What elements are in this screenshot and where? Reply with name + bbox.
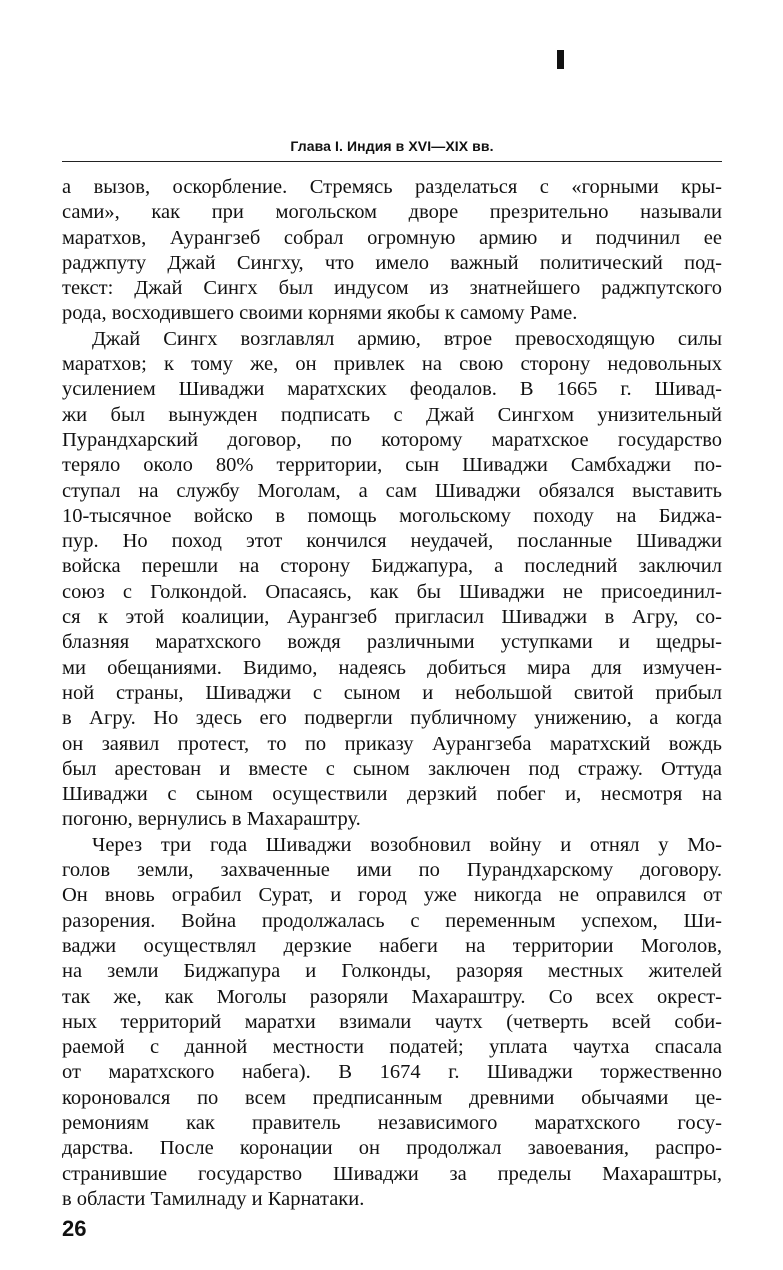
text-line: текст: Джай Сингх был индусом из знатнейшего раджпутского	[62, 277, 722, 300]
text-line: пур. Но поход этот кончился неудачей, посланные Шиваджи	[62, 530, 722, 553]
text-line: на земли Биджапура и Голконды, разоряя местных жителей	[62, 960, 722, 983]
text-line: ремониям как правитель независимого маратхского госу-	[62, 1111, 722, 1134]
body-text	[62, 175, 722, 1212]
header-rule	[62, 161, 722, 162]
text-line: в Агру. Но здесь его подвергли публичному унижению, а когда	[62, 707, 722, 730]
page-number: 26	[62, 1216, 87, 1241]
text-line: короновался по всем предписанным древними обычаями це-	[62, 1086, 722, 1109]
text-line: теряло около 80% территории, сын Шиваджи Самбхаджи по-	[62, 454, 722, 477]
text-line: погоню, вернулись в Махараштру.	[62, 808, 361, 831]
text-line: голов земли, захваченные ими по Пурандхарскому договору.	[62, 859, 722, 882]
text-line: ступал на службу Моголам, а сам Шиваджи обязался выставить	[62, 479, 722, 502]
text-line: Он вновь ограбил Сурат, и город уже никогда не оправился от	[62, 884, 722, 907]
text-line: был арестован и вместе с сыном заключен под стражу. Оттуда	[62, 757, 722, 780]
text-line: блазняя маратхского вождя различными уступками и щедры-	[62, 631, 722, 654]
text-line: а вызов, оскорбление. Стремясь разделаться с «горными кры-	[62, 176, 722, 198]
text-line: ных территорий маратхи взимали чаутх (четверть всей соби-	[62, 1010, 722, 1033]
text-line: маратхов; к тому же, он привлек на свою сторону недовольных	[62, 353, 722, 376]
text-line: дарства. После коронации он продолжал завоевания, распро-	[62, 1137, 722, 1160]
text-line: Шиваджи с сыном осуществили дерзкий побег и, несмотря на	[62, 783, 722, 806]
text-line: рода, восходившего своими корнями якобы к самому Раме.	[62, 302, 578, 325]
running-header: Глава I. Индия в XVI—XIX вв.	[290, 138, 494, 154]
text-line: ми обещаниями. Видимо, надеясь добиться мира для измучен-	[62, 656, 722, 679]
text-line: 10-тысячное войско в помощь могольскому походу на Биджа-	[62, 504, 722, 527]
text-line: войска перешли на сторону Биджапура, а последний заключил	[62, 555, 722, 578]
text-line: так же, как Моголы разоряли Махараштру. Со всех окрест-	[62, 985, 722, 1008]
text-line: раджпуту Джай Сингху, что имело важный политический под-	[62, 251, 722, 274]
text-line: ся к этой коалиции, Аурангзеб пригласил Шиваджи в Агру, со-	[62, 606, 722, 629]
text-line: раемой с данной местности податей; уплата чаутха спасала	[62, 1036, 722, 1059]
text-line: Пурандхарский договор, по которому маратхское государство	[62, 428, 722, 451]
text-line: он заявил протест, то по приказу Аурангзеба маратхский вождь	[62, 732, 722, 755]
text-line: маратхов, Аурангзеб собрал огромную армию и подчинил ее	[62, 226, 722, 249]
text-line: усилением Шиваджи маратхских феодалов. В 1665 г. Шивад-	[62, 378, 722, 401]
text-line: союз с Голкондой. Опасаясь, как бы Шиваджи не присоединил-	[62, 580, 722, 603]
text-line: ной страны, Шиваджи с сыном и небольшой свитой прибыл	[62, 681, 722, 704]
text-line: ваджи осуществлял дерзкие набеги на территории Моголов,	[62, 934, 722, 957]
text-line: от маратхского набега). В 1674 г. Шиваджи торжественно	[62, 1061, 722, 1084]
text-line: сами», как при могольском дворе презрительно называли	[62, 201, 722, 224]
page-edge-mark	[557, 50, 564, 69]
text-line: Через три года Шиваджи возобновил войну и отнял у Мо-	[92, 833, 722, 856]
text-line: в области Тамилнаду и Карнатаки.	[62, 1187, 365, 1210]
text-line: Джай Сингх возглавлял армию, втрое превосходящую силы	[92, 327, 722, 350]
text-line: жи был вынужден подписать с Джай Сингхом унизительный	[62, 403, 722, 426]
text-line: разорения. Война продолжалась с переменным успехом, Ши-	[62, 909, 722, 932]
text-line: странившие государство Шиваджи за пределы Махараштры,	[62, 1162, 722, 1185]
